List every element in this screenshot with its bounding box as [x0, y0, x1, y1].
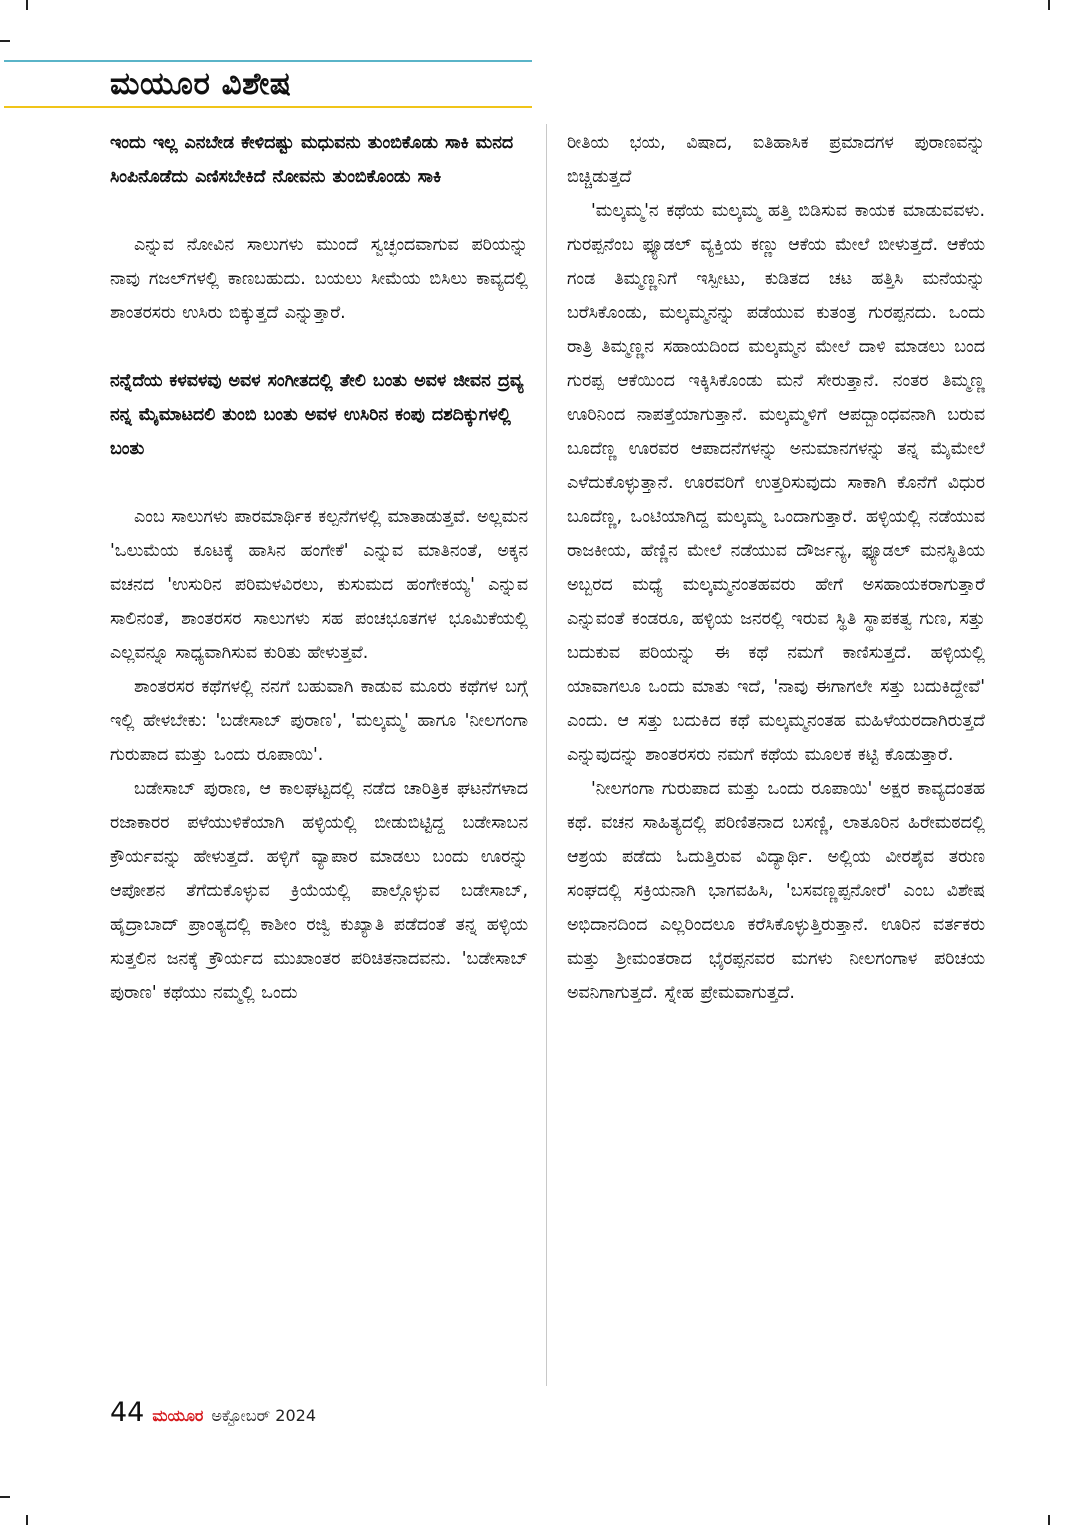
page-number: 44	[110, 1397, 145, 1428]
crop-mark-bottom-right	[1048, 1515, 1050, 1525]
header-bottom-rule	[4, 106, 532, 108]
magazine-logo: ಮಯೂರ	[152, 1406, 204, 1425]
paragraph: ಎಂಬ ಸಾಲುಗಳು ಪಾರಮಾರ್ಥಿಕ ಕಲ್ಪನೆಗಳಲ್ಲಿ ಮಾತಾಡುತ್ತವೆ. ಅಲ್ಲಮನ 'ಒಲುಮೆಯ ಕೂಟಕ್ಕೆ ಹಾಸಿನ ಹಂಗೇಕೆ' ಎನ್ನುವ ಮಾತಿನಂತೆ, ಅಕ್ಕನ ವಚನದ 'ಉಸುರಿನ ಪರಿಮಳವಿರಲು, ಕುಸುಮದ ಹಂಗೇಕಯ್ಯ' ಎನ್ನುವ ಸಾಲಿನಂತೆ, ಶಾಂತರಸರ ಸಾಲುಗಳು ಸಹ ಪಂಚಭೂತಗಳ ಭೂಮಿಕೆಯಲ್ಲಿ ಎಲ್ಲವನ್ನೂ ಸಾಧ್ಯವಾಗಿಸುವ ಕುರಿತು ಹೇಳುತ್ತವೆ.	[110, 507, 528, 663]
right-column	[567, 126, 985, 1384]
crop-mark-bottom-left	[26, 1515, 28, 1525]
paragraph: ಎನ್ನುವ ನೋವಿನ ಸಾಲುಗಳು ಮುಂದೆ ಸ್ವಚ್ಛಂದವಾಗುವ ಪರಿಯನ್ನು ನಾವು ಗಜಲ್‌ಗಳಲ್ಲಿ ಕಾಣಬಹುದು. ಬಯಲು ಸೀಮೆಯ ಬಿಸಿಲು ಕಾವ್ಯದಲ್ಲಿ ಶಾಂತರಸರು ಉಸಿರು ಬಿಕ್ಕುತ್ತದೆ ಎನ್ನುತ್ತಾರೆ.	[110, 235, 528, 323]
paragraph: 'ಮಲ್ಕಮ್ಮ'ನ ಕಥೆಯ ಮಲ್ಕಮ್ಮ ಹತ್ತಿ ಬಿಡಿಸುವ ಕಾಯಕ ಮಾಡುವವಳು. ಗುರಪ್ಪನೆಂಬ ಫ್ಯೂಡಲ್ ವ್ಯಕ್ತಿಯ ಕಣ್ಣು ಆಕೆಯ ಮೇಲೆ ಬೀಳುತ್ತದೆ. ಆಕೆಯ ಗಂಡ ತಿಮ್ಮಣ್ಣನಿಗೆ ಇಸ್ಪೀಟು, ಕುಡಿತದ ಚಟ ಹತ್ತಿಸಿ ಮನೆಯನ್ನು ಬರೆಸಿಕೊಂಡು, ಮಲ್ಕಮ್ಮನನ್ನು ಪಡೆಯುವ ಕುತಂತ್ರ ಗುರಪ್ಪನದು. ಒಂದು ರಾತ್ರಿ ತಿಮ್ಮಣ್ಣನ ಸಹಾಯದಿಂದ ಮಲ್ಕಮ್ಮನ ಮೇಲೆ ದಾಳಿ ಮಾಡಲು ಬಂದ ಗುರಪ್ಪ ಆಕೆಯಿಂದ ಇಕ್ಕಿಸಿಕೊಂಡು ಮನೆ ಸೇರುತ್ತಾನೆ. ನಂತರ ತಿಮ್ಮಣ್ಣ ಊರಿನಿಂದ ನಾಪತ್ತೆಯಾಗುತ್ತಾನೆ. ಮಲ್ಕಮ್ಮಳಿಗೆ ಆಪದ್ಬಾಂಧವನಾಗಿ ಬರುವ ಬೂದೆಣ್ಣ ಊರವರ ಆಪಾದನೆಗಳನ್ನು ಅನುಮಾನಗಳನ್ನು ತನ್ನ ಮೈಮೇಲೆ ಎಳೆದುಕೊಳ್ಳುತ್ತಾನೆ. ಊರವರಿಗೆ ಉತ್ತರಿಸುವುದು ಸಾಕಾಗಿ ಕೊನೆಗೆ ವಿಧುರ ಬೂದೆಣ್ಣ, ಒಂಟಿಯಾಗಿದ್ದ ಮಲ್ಕಮ್ಮ ಒಂದಾಗುತ್ತಾರೆ. ಹಳ್ಳಿಯಲ್ಲಿ ನಡೆಯುವ ರಾಜಕೀಯ, ಹೆಣ್ಣಿನ ಮೇಲೆ ನಡೆಯುವ ದೌರ್ಜನ್ಯ, ಫ್ಯೂಡಲ್ ಮನಸ್ಥಿತಿಯ ಅಬ್ಬರದ ಮಧ್ಯೆ ಮಲ್ಕಮ್ಮನಂತಹವರು ಹೇಗೆ ಅಸಹಾಯಕರಾಗುತ್ತಾರೆ ಎನ್ನುವಂತೆ ಕಂಡರೂ, ಹಳ್ಳಿಯ ಜನರಲ್ಲಿ ಇರುವ ಸ್ಥಿತಿ ಸ್ಥಾಪಕತ್ವ ಗುಣ, ಸತ್ತು ಬದುಕುವ ಪರಿಯನ್ನು ಈ ಕಥೆ ನಮಗೆ ಕಾಣಿಸುತ್ತದೆ. ಹಳ್ಳಿಯಲ್ಲಿ ಯಾವಾಗಲೂ ಒಂದು ಮಾತು ಇದೆ, 'ನಾವು ಈಗಾಗಲೇ ಸತ್ತು ಬದುಕಿದ್ದೇವೆ' ಎಂದು. ಆ ಸತ್ತು ಬದುಕಿದ ಕಥೆ ಮಲ್ಕಮ್ಮನಂತಹ ಮಹಿಳೆಯರದಾಗಿರುತ್ತದೆ ಎನ್ನುವುದನ್ನು ಶಾಂತರಸರು ನಮಗೆ ಕಥೆಯ ಮೂಲಕ ಕಟ್ಟಿ ಕೊಡುತ್ತಾರೆ.	[567, 201, 985, 765]
issue-date: ಅಕ್ಟೋಬರ್ 2024	[211, 1406, 317, 1425]
page-footer	[110, 1398, 316, 1428]
header-top-rule	[4, 60, 532, 62]
crop-mark-top-left	[26, 0, 28, 10]
verse-2: ನನ್ನೆದೆಯ ಕಳವಳವು ಅವಳ ಸಂಗೀತದಲ್ಲಿ ತೇಲಿ ಬಂತು ಅವಳ ಜೀವನ ದ್ರವ್ಯ ನನ್ನ ಮೈಮಾಟದಲಿ ತುಂಬಿ ಬಂತು ಅವಳ ಉಸಿರಿನ ಕಂಪು ದಶದಿಕ್ಕುಗಳಲ್ಲಿ ಬಂತು	[110, 371, 524, 459]
paragraph: ಬಡೇಸಾಬ್ ಪುರಾಣ, ಆ ಕಾಲಘಟ್ಟದಲ್ಲಿ ನಡೆದ ಚಾರಿತ್ರಿಕ ಘಟನೆಗಳಾದ ರಜಾಕಾರರ ಪಳೆಯುಳಿಕೆಯಾಗಿ ಹಳ್ಳಿಯಲ್ಲಿ ಬೀಡುಬಿಟ್ಟಿದ್ದ ಬಡೇಸಾಬನ ಕ್ರೌರ್ಯವನ್ನು ಹೇಳುತ್ತದೆ. ಹಳ್ಳಿಗೆ ವ್ಯಾಪಾರ ಮಾಡಲು ಬಂದು ಊರನ್ನು ಆಪೋಶನ ತೆಗೆದುಕೊಳ್ಳುವ ಕ್ರಿಯೆಯಲ್ಲಿ ಪಾಲ್ಗೊಳ್ಳುವ ಬಡೇಸಾಬ್, ಹೈದ್ರಾಬಾದ್ ಪ್ರಾಂತ್ಯದಲ್ಲಿ ಕಾಶೀಂ ರಜ್ವಿ ಕುಖ್ಯಾತಿ ಪಡೆದಂತೆ ತನ್ನ ಹಳ್ಳಿಯ ಸುತ್ತಲಿನ ಜನಕ್ಕೆ ಕ್ರೌರ್ಯದ ಮುಖಾಂತರ ಪರಿಚಿತನಾದವನು. 'ಬಡೇಸಾಬ್ ಪುರಾಣ' ಕಥೆಯು ನಮ್ಮಲ್ಲಿ ಒಂದು	[110, 779, 528, 1003]
left-column	[110, 126, 528, 1384]
crop-mark-top-right	[1048, 0, 1050, 10]
paragraph: ರೀತಿಯ ಭಯ, ವಿಷಾದ, ಐತಿಹಾಸಿಕ ಪ್ರಮಾದಗಳ ಪುರಾಣವನ್ನು ಬಿಚ್ಚಿಡುತ್ತದೆ	[567, 133, 985, 187]
column-divider	[546, 124, 547, 1386]
verse-1: ಇಂದು ಇಲ್ಲ ಎನಬೇಡ ಕೇಳಿದಷ್ಟು ಮಧುವನು ತುಂಬಿಕೊಡು ಸಾಕಿ ಮನದ ಸಿಂಪಿನೊಡೆದು ಎಣಿಸಬೇಕಿದೆ ನೋವನು ತುಂಬಿಕೊಂಡು ಸಾಕಿ	[110, 133, 514, 187]
crop-mark-left-upper	[0, 40, 10, 42]
paragraph: ಶಾಂತರಸರ ಕಥೆಗಳಲ್ಲಿ ನನಗೆ ಬಹುವಾಗಿ ಕಾಡುವ ಮೂರು ಕಥೆಗಳ ಬಗ್ಗೆ ಇಲ್ಲಿ ಹೇಳಬೇಕು: 'ಬಡೇಸಾಬ್ ಪುರಾಣ', 'ಮಲ್ಕಮ್ಮ' ಹಾಗೂ 'ನೀಲಗಂಗಾ ಗುರುಪಾದ ಮತ್ತು ಒಂದು ರೂಪಾಯಿ'.	[110, 677, 528, 765]
crop-mark-left-lower	[0, 1496, 10, 1498]
section-title: ಮಯೂರ ವಿಶೇಷ	[110, 66, 292, 102]
paragraph: 'ನೀಲಗಂಗಾ ಗುರುಪಾದ ಮತ್ತು ಒಂದು ರೂಪಾಯಿ' ಅಕ್ಷರ ಕಾವ್ಯದಂತಹ ಕಥೆ. ವಚನ ಸಾಹಿತ್ಯದಲ್ಲಿ ಪರಿಣಿತನಾದ ಬಸಣ್ಣಿ, ಲಾತೂರಿನ ಹಿರೇಮಠದಲ್ಲಿ ಆಶ್ರಯ ಪಡೆದು ಓದುತ್ತಿರುವ ವಿದ್ಯಾರ್ಥಿ. ಅಲ್ಲಿಯ ವೀರಶೈವ ತರುಣ ಸಂಘದಲ್ಲಿ ಸಕ್ರಿಯನಾಗಿ ಭಾಗವಹಿಸಿ, 'ಬಸವಣ್ಣಪ್ಪನೋರೆ' ಎಂಬ ವಿಶೇಷ ಅಭಿದಾನದಿಂದ ಎಲ್ಲರಿಂದಲೂ ಕರೆಸಿಕೊಳ್ಳುತ್ತಿರುತ್ತಾನೆ. ಊರಿನ ವರ್ತಕರು ಮತ್ತು ಶ್ರೀಮಂತರಾದ ಭೈರಪ್ಪನವರ ಮಗಳು ನೀಲಗಂಗಾಳ ಪರಿಚಯ ಅವನಿಗಾಗುತ್ತದೆ. ಸ್ನೇಹ ಪ್ರೇಮವಾಗುತ್ತದೆ.	[567, 779, 985, 1003]
